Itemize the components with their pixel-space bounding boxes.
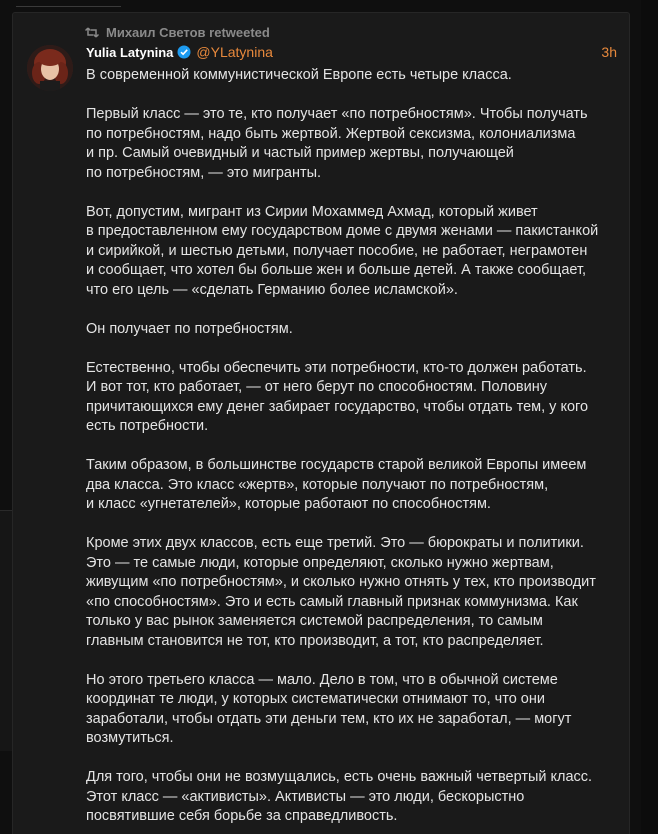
- tweet-line: главным становится не тот, кто производит, а тот, кто распределяет.: [86, 632, 544, 649]
- tweet-paragraph: [86, 768, 626, 827]
- author-handle[interactable]: @YLatynina: [196, 44, 273, 60]
- tweet-header: [86, 42, 617, 62]
- tweet-line: Этот класс — «активисты». Активисты — это люди, бескорыстно: [86, 788, 525, 805]
- tweet-line: два класса. Это класс «жертв», которые получают по потребностям,: [86, 476, 549, 493]
- tweet-line: по потребностям, — это мигранты.: [86, 164, 322, 181]
- tweet-line: посвятившие себя борьбе за справедливость.: [86, 808, 398, 824]
- tweet-paragraph: [86, 359, 626, 437]
- retweet-text: Михаил Светов retweeted: [106, 24, 270, 40]
- tweet-line: Таким образом, в большинстве государств старой великой Европы имеем: [86, 457, 587, 473]
- tweet-card[interactable]: [12, 12, 630, 834]
- scrollbar-track[interactable]: [641, 0, 658, 834]
- tweet-line: Кроме этих двух классов, есть еще третий. Это — бюрократы и политики.: [86, 535, 584, 551]
- tweet-line: Для того, чтобы они не возмущались, есть очень важный четвертый класс.: [86, 769, 593, 785]
- verified-badge-icon: [177, 45, 191, 59]
- tweet-line: Но этого третьего класса — мало. Дело в том, что в обычной системе: [86, 671, 558, 688]
- tweet-line: В современной коммунистической Европе есть четыре класса.: [86, 67, 512, 83]
- tweet-line: есть потребности.: [86, 418, 209, 434]
- avatar[interactable]: [27, 45, 73, 91]
- tweet-paragraph: [86, 534, 626, 651]
- tweet-paragraph: [86, 456, 626, 515]
- tweet-line: причитающихся ему денег забирает государство, чтобы отдать тем, у кого: [86, 398, 589, 415]
- tweet-line: Естественно, чтобы обеспечить эти потребности, кто-то должен работать.: [86, 359, 587, 376]
- tweet-paragraph: [86, 203, 626, 301]
- retweet-context: [85, 24, 270, 40]
- divider: [16, 6, 121, 7]
- tweet-text: [86, 66, 626, 834]
- tweet-line: координат те люди, у которых систематически отнимают то, что они: [86, 691, 545, 707]
- tweet-line: только у вас рынок заменяется системой распределения, то самым: [86, 613, 543, 629]
- tweet-line: и класс «угнетателей», которые работают по способностям.: [86, 496, 491, 512]
- tweet-line: живущим «по потребностям», и сколько нужно отнять у тех, кто производит: [86, 574, 596, 590]
- tweet-line: возмутиться.: [86, 730, 174, 746]
- tweet-line: Вот, допустим, мигрант из Сирии Мохаммед Ахмад, который живет: [86, 203, 538, 220]
- tweet-paragraph: [86, 105, 626, 183]
- tweet-line: по потребностям, надо быть жертвой. Жертвой сексизма, колониализма: [86, 125, 576, 142]
- tweet-paragraph: [86, 671, 626, 749]
- tweet-line: и сирийкой, и шестью детьми, получает пособие, не работает, неграмотен: [86, 242, 588, 259]
- tweet-line: Он получает по потребностям.: [86, 320, 293, 337]
- tweet-paragraph: [86, 320, 626, 340]
- tweet-line: что его цель — «сделать Германию более исламской».: [86, 281, 458, 298]
- tweet-line: и сообщает, что хотел бы больше жен и больше детей. А также сообщает,: [86, 262, 587, 278]
- tweet-timestamp[interactable]: 3h: [601, 44, 617, 60]
- background-panel: [0, 510, 12, 751]
- tweet-line: И вот тот, кто работает, — от него берут по способностям. Половину: [86, 379, 547, 395]
- tweet-line: Первый класс — это те, кто получает «по потребностям». Чтобы получать: [86, 106, 588, 122]
- author-name[interactable]: Yulia Latynina: [86, 44, 174, 60]
- tweet-paragraph: [86, 66, 626, 86]
- tweet-line: в предоставленном ему государством доме с двумя женами — пакистанкой: [86, 223, 599, 239]
- tweet-line: заработали, чтобы отдать эти деньги тем, кто их не заработал, — могут: [86, 710, 572, 727]
- tweet-line: и пр. Самый очевидный и частый пример жертвы, получающей: [86, 145, 514, 161]
- tweet-line: «по способностям». Это и есть самый главный признак коммунизма. Как: [86, 593, 578, 610]
- tweet-line: Это — те самые люди, которые определяют, сколько нужно жертвам,: [86, 554, 554, 571]
- retweet-icon: [85, 27, 99, 38]
